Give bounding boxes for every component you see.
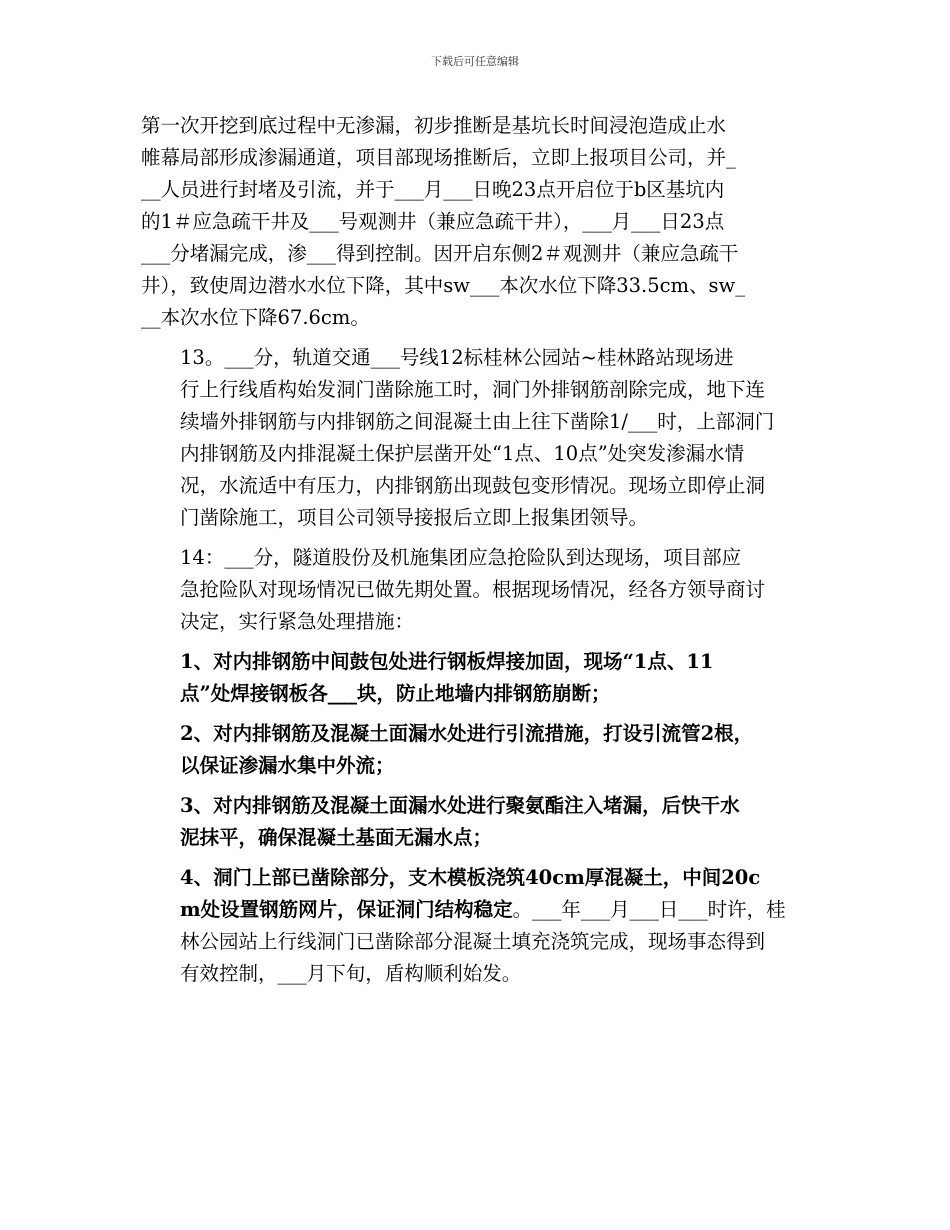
text-line: 决定，实行紧急处理措施：	[180, 610, 415, 633]
text-line: 续墙外排钢筋与内排钢筋之间混凝土由上往下凿除1/___时，上部洞门	[180, 410, 775, 433]
text-line: ___分堵漏完成，渗___得到控制。因开启东侧2＃观测井（兼应急疏干	[141, 242, 739, 265]
text-line: 行上行线盾构始发洞门凿除施工时，洞门外排钢筋剖除完成，地下连	[180, 378, 766, 401]
text-line: 2、对内排钢筋及混凝土面漏水处进行引流措施，打设引流管2根，	[180, 722, 754, 745]
paragraph-2	[141, 542, 811, 638]
text-line: 点”处焊接钢板各___块，防止地墙内排钢筋崩断；	[180, 682, 611, 705]
text-line: 的1＃应急疏干井及___号观测井（兼应急疏干井），___月___日23点	[141, 210, 725, 233]
paragraph-4	[141, 718, 811, 782]
text-line: 林公园站上行线洞门已凿除部分混凝土填充浇筑完成，现场事态得到	[180, 930, 766, 953]
text-line: 内排钢筋及内排混凝土保护层凿开处“1点、10点”处突发渗漏水情	[180, 442, 745, 465]
paragraph-measure-4	[141, 862, 811, 990]
text-line: 4、洞门上部已凿除部分，支木模板浇筑40cm厚混凝土，中间20c	[180, 866, 761, 889]
text-bold-segment: m处设置钢筋网片，保证洞门结构稳定	[180, 898, 513, 921]
paragraph-1	[141, 342, 811, 534]
text-line: 14：___分，隧道股份及机施集团应急抢险队到达现场，项目部应	[180, 546, 742, 569]
text-line: 以保证渗漏水集中外流；	[180, 754, 395, 777]
text-line: 井），致使周边潜水水位下降，其中sw___本次水位下降33.5cm、sw_	[141, 274, 745, 297]
text-line: 泥抹平，确保混凝土基面无漏水点；	[180, 826, 493, 849]
page-header: 下载后可任意编辑	[431, 55, 519, 68]
text-line: 3、对内排钢筋及混凝土面漏水处进行聚氨酯注入堵漏，后快干水	[180, 794, 740, 817]
text-line: __人员进行封堵及引流，并于___月___日晚23点开启位于b区基坑内	[141, 178, 725, 201]
text-line: 1、对内排钢筋中间鼓包处进行钢板焊接加固，现场“1点、11	[180, 650, 714, 673]
text-line: 13。___分，轨道交通___号线12标桂林公园站~桂林路站现场进	[180, 346, 734, 369]
paragraph-0	[141, 110, 811, 334]
text-line: 有效控制，___月下旬，盾构顺利始发。	[180, 962, 522, 985]
paragraph-5	[141, 790, 811, 854]
text-line	[141, 894, 811, 926]
document-body	[141, 110, 811, 998]
text-line: 帷幕局部形成渗漏通道，项目部现场推断后，立即上报项目公司，并_	[141, 146, 736, 169]
text-line: 第一次开挖到底过程中无渗漏，初步推断是基坑长时间浸泡造成止水	[141, 114, 727, 137]
text-normal-segment: 。___年___月___日___时许，桂	[512, 898, 786, 921]
paragraph-3	[141, 646, 811, 710]
text-line: 急抢险队对现场情况已做先期处置。根据现场情况，经各方领导商讨	[180, 578, 766, 601]
text-line: 况，水流适中有压力，内排钢筋出现鼓包变形情况。现场立即停止洞	[180, 474, 766, 497]
text-line: __本次水位下降67.6cm。	[141, 306, 370, 329]
text-line: 门凿除施工，项目公司领导接报后立即上报集团领导。	[180, 506, 649, 529]
